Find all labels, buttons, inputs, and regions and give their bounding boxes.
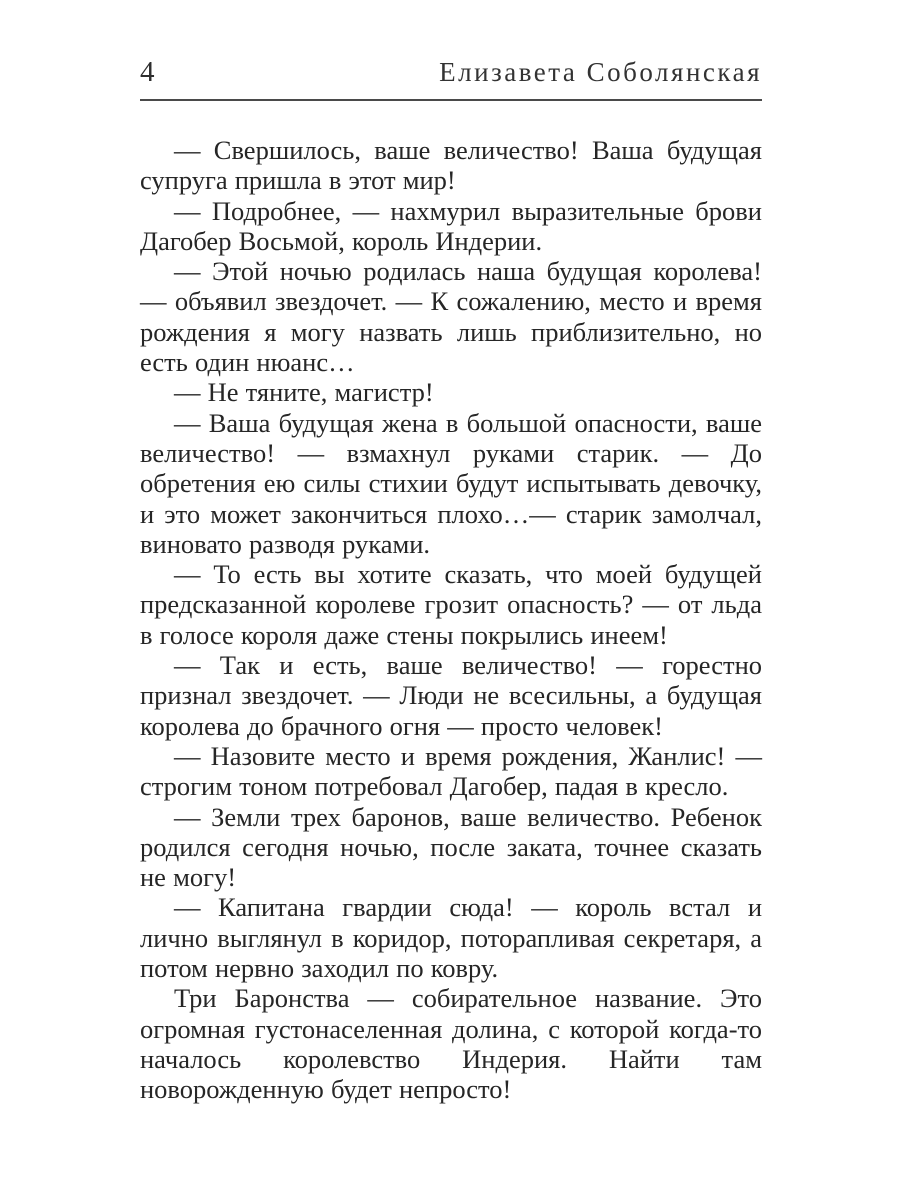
paragraph: — Капитана гвардии сюда! — король встал и лично выглянул в коридор, поторапливая секретаря, а потом нервно заходил по ковру.: [140, 892, 762, 984]
paragraph: — Свершилось, ваше величество! Ваша будущая супруга пришла в этот мир!: [140, 135, 762, 196]
paragraph: Три Баронства — собирательное название. Это огромная густонаселенная долина, с которой когда-то началось королевство Индерия. Найти там новорожденную будет непросто!: [140, 983, 762, 1105]
body-text: [140, 135, 762, 1105]
paragraph: — Этой ночью родилась наша будущая королева! — объявил звездочет. — К сожалению, место и время рождения я могу назвать лишь приблизительно, но есть один нюанс…: [140, 256, 762, 378]
paragraph: — Так и есть, ваше величество! — горестно признал звездочет. — Люди не всесильны, а будущая королева до брачного огня — просто человек!: [140, 650, 762, 741]
paragraph: — Подробнее, — нахмурил выразительные брови Дагобер Восьмой, король Индерии.: [140, 195, 762, 256]
running-title-author: Елизавета Соболянская: [439, 57, 762, 87]
paragraph: — То есть вы хотите сказать, что моей будущей предсказанной королеве грозит опасность? — от льда в голосе короля даже стены покрылись инеем!: [140, 559, 762, 650]
running-header: [140, 58, 762, 101]
paragraph: — Не тяните, магистр!: [174, 377, 434, 408]
page-number: 4: [140, 56, 155, 88]
paragraph: — Земли трех баронов, ваше величество. Ребенок родился сегодня ночью, после заката, точнее сказать не могу!: [140, 801, 762, 893]
paragraph: — Ваша будущая жена в большой опасности, ваше величество! — взмахнул руками старик. — До обретения ею силы стихии будут испытывать девочку, и это может закончиться плохо…— старик замолчал, виновато разводя руками.: [140, 407, 762, 559]
paragraph: — Назовите место и время рождения, Жанлис! — строгим тоном потребовал Дагобер, падая в кресло.: [140, 740, 762, 802]
page-content: [140, 58, 762, 1105]
